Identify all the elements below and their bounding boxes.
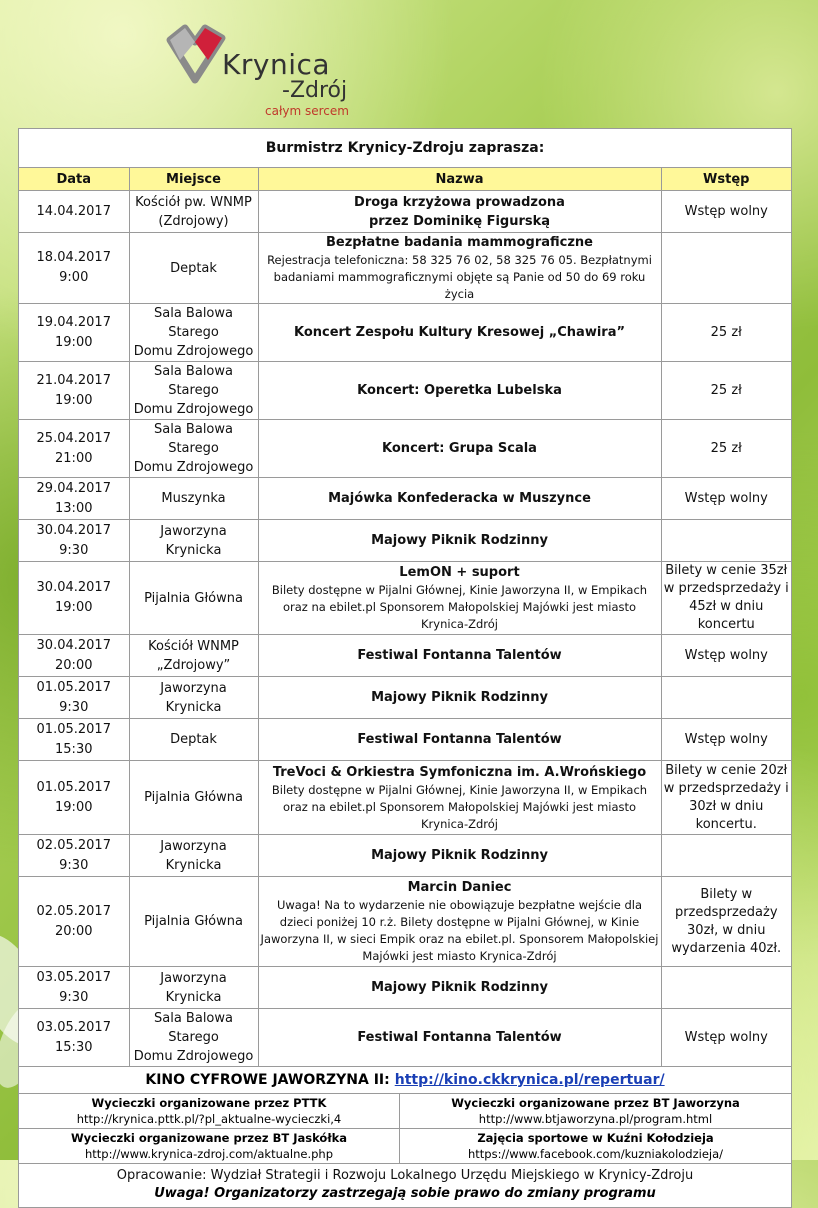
- event-date: [19, 719, 129, 761]
- event-date-time: 13:00: [55, 500, 93, 516]
- link-title: Zajęcia sportowe w Kuźni Kołodzieja: [477, 1131, 714, 1145]
- link-url[interactable]: http://krynica.pttk.pl/?pl_aktualne-wycieczki,4: [76, 1112, 342, 1126]
- event-date-day: 01.05.2017: [36, 679, 111, 695]
- event-name: Bezpłatne badania mammograficzne: [326, 235, 593, 250]
- event-name: Festiwal Fontanna Talentów: [357, 732, 562, 747]
- kino-label: KINO CYFROWE JAWORZYNA II:: [145, 1072, 390, 1088]
- event-place-line: Jaworzyna Krynicka: [160, 970, 227, 1005]
- event-place-line: Deptak: [170, 260, 217, 276]
- event-row: [19, 877, 791, 967]
- event-name-cell: [258, 362, 661, 420]
- event-name-cell: [258, 520, 661, 562]
- event-date: [19, 562, 129, 635]
- link-title: Wycieczki organizowane przez PTTK: [91, 1096, 327, 1110]
- kino-link[interactable]: http://kino.ckkrynica.pl/repertuar/: [394, 1072, 665, 1088]
- event-fee: 25 zł: [661, 420, 791, 478]
- event-name: Festiwal Fontanna Talentów: [357, 1030, 562, 1045]
- event-row: [19, 719, 791, 761]
- event-name: LemON + suport: [399, 565, 520, 580]
- footer-credit: Opracowanie: Wydział Strategii i Rozwoju Lokalnego Urzędu Miejskiego w Krynicy-Zdroju: [116, 1168, 694, 1183]
- event-name-cell: [258, 761, 661, 835]
- event-date-day: 01.05.2017: [36, 721, 111, 737]
- event-place: [129, 362, 258, 420]
- event-place-line: Domu Zdrojowego: [133, 460, 254, 475]
- event-row: [19, 191, 791, 233]
- event-name-cell: [258, 877, 661, 967]
- event-name: Koncert: Operetka Lubelska: [357, 383, 562, 398]
- event-name-cell: [258, 835, 661, 877]
- event-place: [129, 719, 258, 761]
- event-date: [19, 191, 129, 233]
- page-title: Burmistrz Krynicy-Zdroju zaprasza:: [19, 129, 791, 168]
- event-place-line: (Zdrojowy): [158, 213, 229, 229]
- event-row: [19, 362, 791, 420]
- event-date-day: 21.04.2017: [36, 372, 111, 388]
- event-place: [129, 233, 258, 304]
- event-name-cell: [258, 967, 661, 1009]
- event-place: [129, 420, 258, 478]
- event-name: Majowy Piknik Rodzinny: [371, 980, 548, 995]
- event-place: [129, 877, 258, 967]
- event-date-day: 14.04.2017: [36, 203, 111, 219]
- event-name-cell: [258, 304, 661, 362]
- event-date: [19, 761, 129, 835]
- event-name: Droga krzyżowa prowadzona: [354, 194, 565, 210]
- event-place: [129, 635, 258, 677]
- event-row: [19, 835, 791, 877]
- event-date-day: 03.05.2017: [36, 1019, 111, 1035]
- event-date: [19, 233, 129, 304]
- event-date: [19, 478, 129, 520]
- event-place-line: Sala Balowa Starego: [154, 306, 233, 340]
- event-date-day: 01.05.2017: [36, 779, 111, 795]
- event-place-line: „Zdrojowy”: [156, 657, 231, 673]
- event-row: [19, 420, 791, 478]
- event-date-day: 30.04.2017: [36, 637, 111, 653]
- event-name: Marcin Daniec: [407, 880, 512, 895]
- column-header-place: Miejsce: [129, 168, 258, 191]
- event-row: [19, 520, 791, 562]
- event-place: [129, 304, 258, 362]
- event-row: [19, 478, 791, 520]
- event-row: [19, 635, 791, 677]
- event-place: [129, 478, 258, 520]
- event-name: Majówka Konfederacka w Muszynce: [328, 491, 591, 506]
- event-fee: [661, 520, 791, 562]
- event-place-line: Domu Zdrojowego: [133, 402, 254, 417]
- event-place-line: Pijalnia Główna: [144, 790, 243, 805]
- event-date: [19, 1009, 129, 1067]
- event-date-time: 19:00: [55, 600, 93, 615]
- event-place: [129, 562, 258, 635]
- footer-notice: Uwaga! Organizatorzy zastrzegają sobie prawo do zmiany programu: [154, 1186, 656, 1201]
- event-date-time: 9:00: [59, 270, 89, 285]
- event-fee: Bilety w przedsprzedaży 30zł, w dniu wydarzenia 40zł.: [661, 877, 791, 967]
- event-fee: 25 zł: [661, 362, 791, 420]
- event-name-cell: [258, 478, 661, 520]
- column-header-date: Data: [19, 168, 129, 191]
- event-date-time: 19:00: [55, 799, 93, 815]
- event-place-line: Deptak: [170, 732, 217, 747]
- event-date: [19, 304, 129, 362]
- event-name-cell: [258, 635, 661, 677]
- event-place-line: Sala Balowa Starego: [154, 422, 233, 456]
- event-date-time: 9:30: [59, 542, 89, 558]
- event-place-line: Pijalnia Główna: [144, 914, 243, 929]
- event-name-cell: [258, 719, 661, 761]
- event-name: Koncert Zespołu Kultury Kresowej „Chawira”: [293, 325, 626, 340]
- link-title: Wycieczki organizowane przez BT Jaskółka: [70, 1131, 347, 1145]
- event-fee: [661, 967, 791, 1009]
- link-cell: [400, 1094, 791, 1129]
- event-date: [19, 877, 129, 967]
- event-date-time: 9:30: [59, 989, 89, 1005]
- event-fee: Wstęp wolny: [661, 719, 791, 761]
- heart-logo-icon: [160, 20, 230, 90]
- event-description: Uwaga! Na to wydarzenie nie obowiązuje bezpłatne wejście dla dzieci poniżej 10 r.ż. Bilety dostępne w Pijalni Głównej, w Kinie Jaworzyna II, w sieci Empik oraz na ebilet.pl. Sponsorem Małopolskiej Majówki jest miasto Krynica-Zdrój: [260, 898, 659, 963]
- event-name-cell: [258, 677, 661, 719]
- event-date: [19, 520, 129, 562]
- event-place-line: Sala Balowa Starego: [154, 1011, 233, 1045]
- links-grid: [19, 1094, 791, 1164]
- event-row: [19, 233, 791, 304]
- event-fee: Bilety w cenie 20zł w przedsprzedaży i 30zł w dniu koncertu.: [661, 761, 791, 835]
- column-header-fee: Wstęp: [661, 168, 791, 191]
- program-document: [18, 128, 792, 1208]
- event-date: [19, 835, 129, 877]
- event-name-cell: [258, 420, 661, 478]
- event-name: Koncert: Grupa Scala: [382, 441, 537, 456]
- event-date-time: 20:00: [55, 923, 93, 939]
- event-date-day: 29.04.2017: [36, 480, 111, 496]
- event-date-day: 18.04.2017: [36, 250, 111, 265]
- footer: [19, 1164, 791, 1207]
- event-date-day: 03.05.2017: [36, 969, 111, 985]
- event-date-day: 02.05.2017: [36, 837, 111, 853]
- event-row: [19, 967, 791, 1009]
- event-date: [19, 677, 129, 719]
- event-date-time: 15:30: [55, 741, 93, 757]
- event-fee: Wstęp wolny: [661, 478, 791, 520]
- event-place: [129, 677, 258, 719]
- event-place-line: Pijalnia Główna: [144, 590, 243, 606]
- link-url[interactable]: http://www.krynica-zdroj.com/aktualne.php: [84, 1147, 334, 1161]
- kino-row: [19, 1067, 791, 1094]
- event-place: [129, 1009, 258, 1067]
- event-date-day: 30.04.2017: [36, 522, 111, 538]
- event-row: [19, 677, 791, 719]
- event-date-time: 20:00: [55, 657, 93, 673]
- event-name: Majowy Piknik Rodzinny: [371, 690, 548, 705]
- event-date-day: 02.05.2017: [36, 903, 111, 919]
- event-row: [19, 761, 791, 835]
- event-description: Bilety dostępne w Pijalni Głównej, Kinie Jaworzyna II, w Empikach oraz na ebilet.pl Sponsorem Małopolskiej Majówki jest miasto Krynica-Zdrój: [271, 583, 648, 631]
- event-fee: [661, 677, 791, 719]
- event-fee: Wstęp wolny: [661, 191, 791, 233]
- event-date-time: 15:30: [55, 1039, 93, 1055]
- event-date: [19, 362, 129, 420]
- event-name: TreVoci & Orkiestra Symfoniczna im. A.Wrońskiego: [272, 764, 647, 780]
- event-name-cell: [258, 191, 661, 233]
- link-title: Wycieczki organizowane przez BT Jaworzyna: [451, 1096, 740, 1110]
- event-date-time: 9:30: [59, 857, 89, 873]
- logo-tagline: całym sercem: [265, 104, 349, 118]
- event-date-day: 25.04.2017: [36, 430, 111, 446]
- event-date-day: 19.04.2017: [36, 314, 111, 330]
- event-name-cell: [258, 233, 661, 304]
- link-cell: [400, 1129, 791, 1164]
- column-header-name: Nazwa: [258, 168, 661, 191]
- event-place-line: Kościół pw. WNMP: [135, 194, 252, 210]
- event-name: Majowy Piknik Rodzinny: [371, 533, 548, 548]
- event-place-line: Sala Balowa Starego: [154, 364, 233, 398]
- event-date: [19, 635, 129, 677]
- event-fee: Bilety w cenie 35zł w przedsprzedaży i 45zł w dniu koncertu: [661, 562, 791, 635]
- event-name-cell: [258, 1009, 661, 1067]
- krynica-logo: [160, 18, 360, 128]
- event-place-line: Domu Zdrojowego: [133, 1049, 254, 1064]
- event-place: [129, 835, 258, 877]
- link-cell: [19, 1094, 400, 1129]
- event-fee: [661, 233, 791, 304]
- event-fee: Wstęp wolny: [661, 1009, 791, 1067]
- event-row: [19, 1009, 791, 1067]
- event-place: [129, 191, 258, 233]
- event-place: [129, 520, 258, 562]
- event-fee: Wstęp wolny: [661, 635, 791, 677]
- event-place-line: Kościół WNMP: [148, 638, 239, 654]
- event-place-line: Jaworzyna Krynicka: [160, 523, 227, 558]
- event-row: [19, 304, 791, 362]
- event-row: [19, 562, 791, 635]
- event-fee: [661, 835, 791, 877]
- event-date-time: 19:00: [55, 392, 93, 408]
- events-table: [19, 168, 791, 1067]
- logo-suffix: -Zdrój: [282, 78, 348, 103]
- event-date-time: 21:00: [55, 450, 93, 466]
- event-name: Festiwal Fontanna Talentów: [357, 648, 562, 663]
- event-date-time: 9:30: [59, 699, 89, 715]
- event-date-time: 19:00: [55, 334, 93, 350]
- event-place: [129, 967, 258, 1009]
- event-name: Majowy Piknik Rodzinny: [371, 848, 548, 863]
- event-fee: 25 zł: [661, 304, 791, 362]
- event-description: Rejestracja telefoniczna: 58 325 76 02, 58 325 76 05. Bezpłatnymi badaniami mammograficznymi objęte są Panie od 50 do 69 roku życia: [267, 253, 652, 301]
- event-place-line: Jaworzyna Krynicka: [160, 838, 227, 873]
- event-date-day: 30.04.2017: [36, 580, 111, 595]
- link-url[interactable]: https://www.facebook.com/kuzniakolodzieja/: [467, 1147, 724, 1161]
- event-description: Bilety dostępne w Pijalni Głównej, Kinie Jaworzyna II, w Empikach oraz na ebilet.pl Sponsorem Małopolskiej Majówki jest miasto Krynica-Zdrój: [271, 782, 648, 831]
- event-name-cell: [258, 562, 661, 635]
- link-url[interactable]: http://www.btjaworzyna.pl/program.html: [478, 1112, 713, 1126]
- event-place-line: Muszynka: [161, 491, 226, 506]
- logo-name: Krynica: [222, 48, 331, 81]
- event-name: przez Dominikę Figurską: [368, 213, 551, 229]
- event-place-line: Jaworzyna Krynicka: [160, 680, 227, 715]
- event-place-line: Domu Zdrojowego: [133, 344, 254, 359]
- link-cell: [19, 1129, 400, 1164]
- event-date: [19, 420, 129, 478]
- event-date: [19, 967, 129, 1009]
- event-place: [129, 761, 258, 835]
